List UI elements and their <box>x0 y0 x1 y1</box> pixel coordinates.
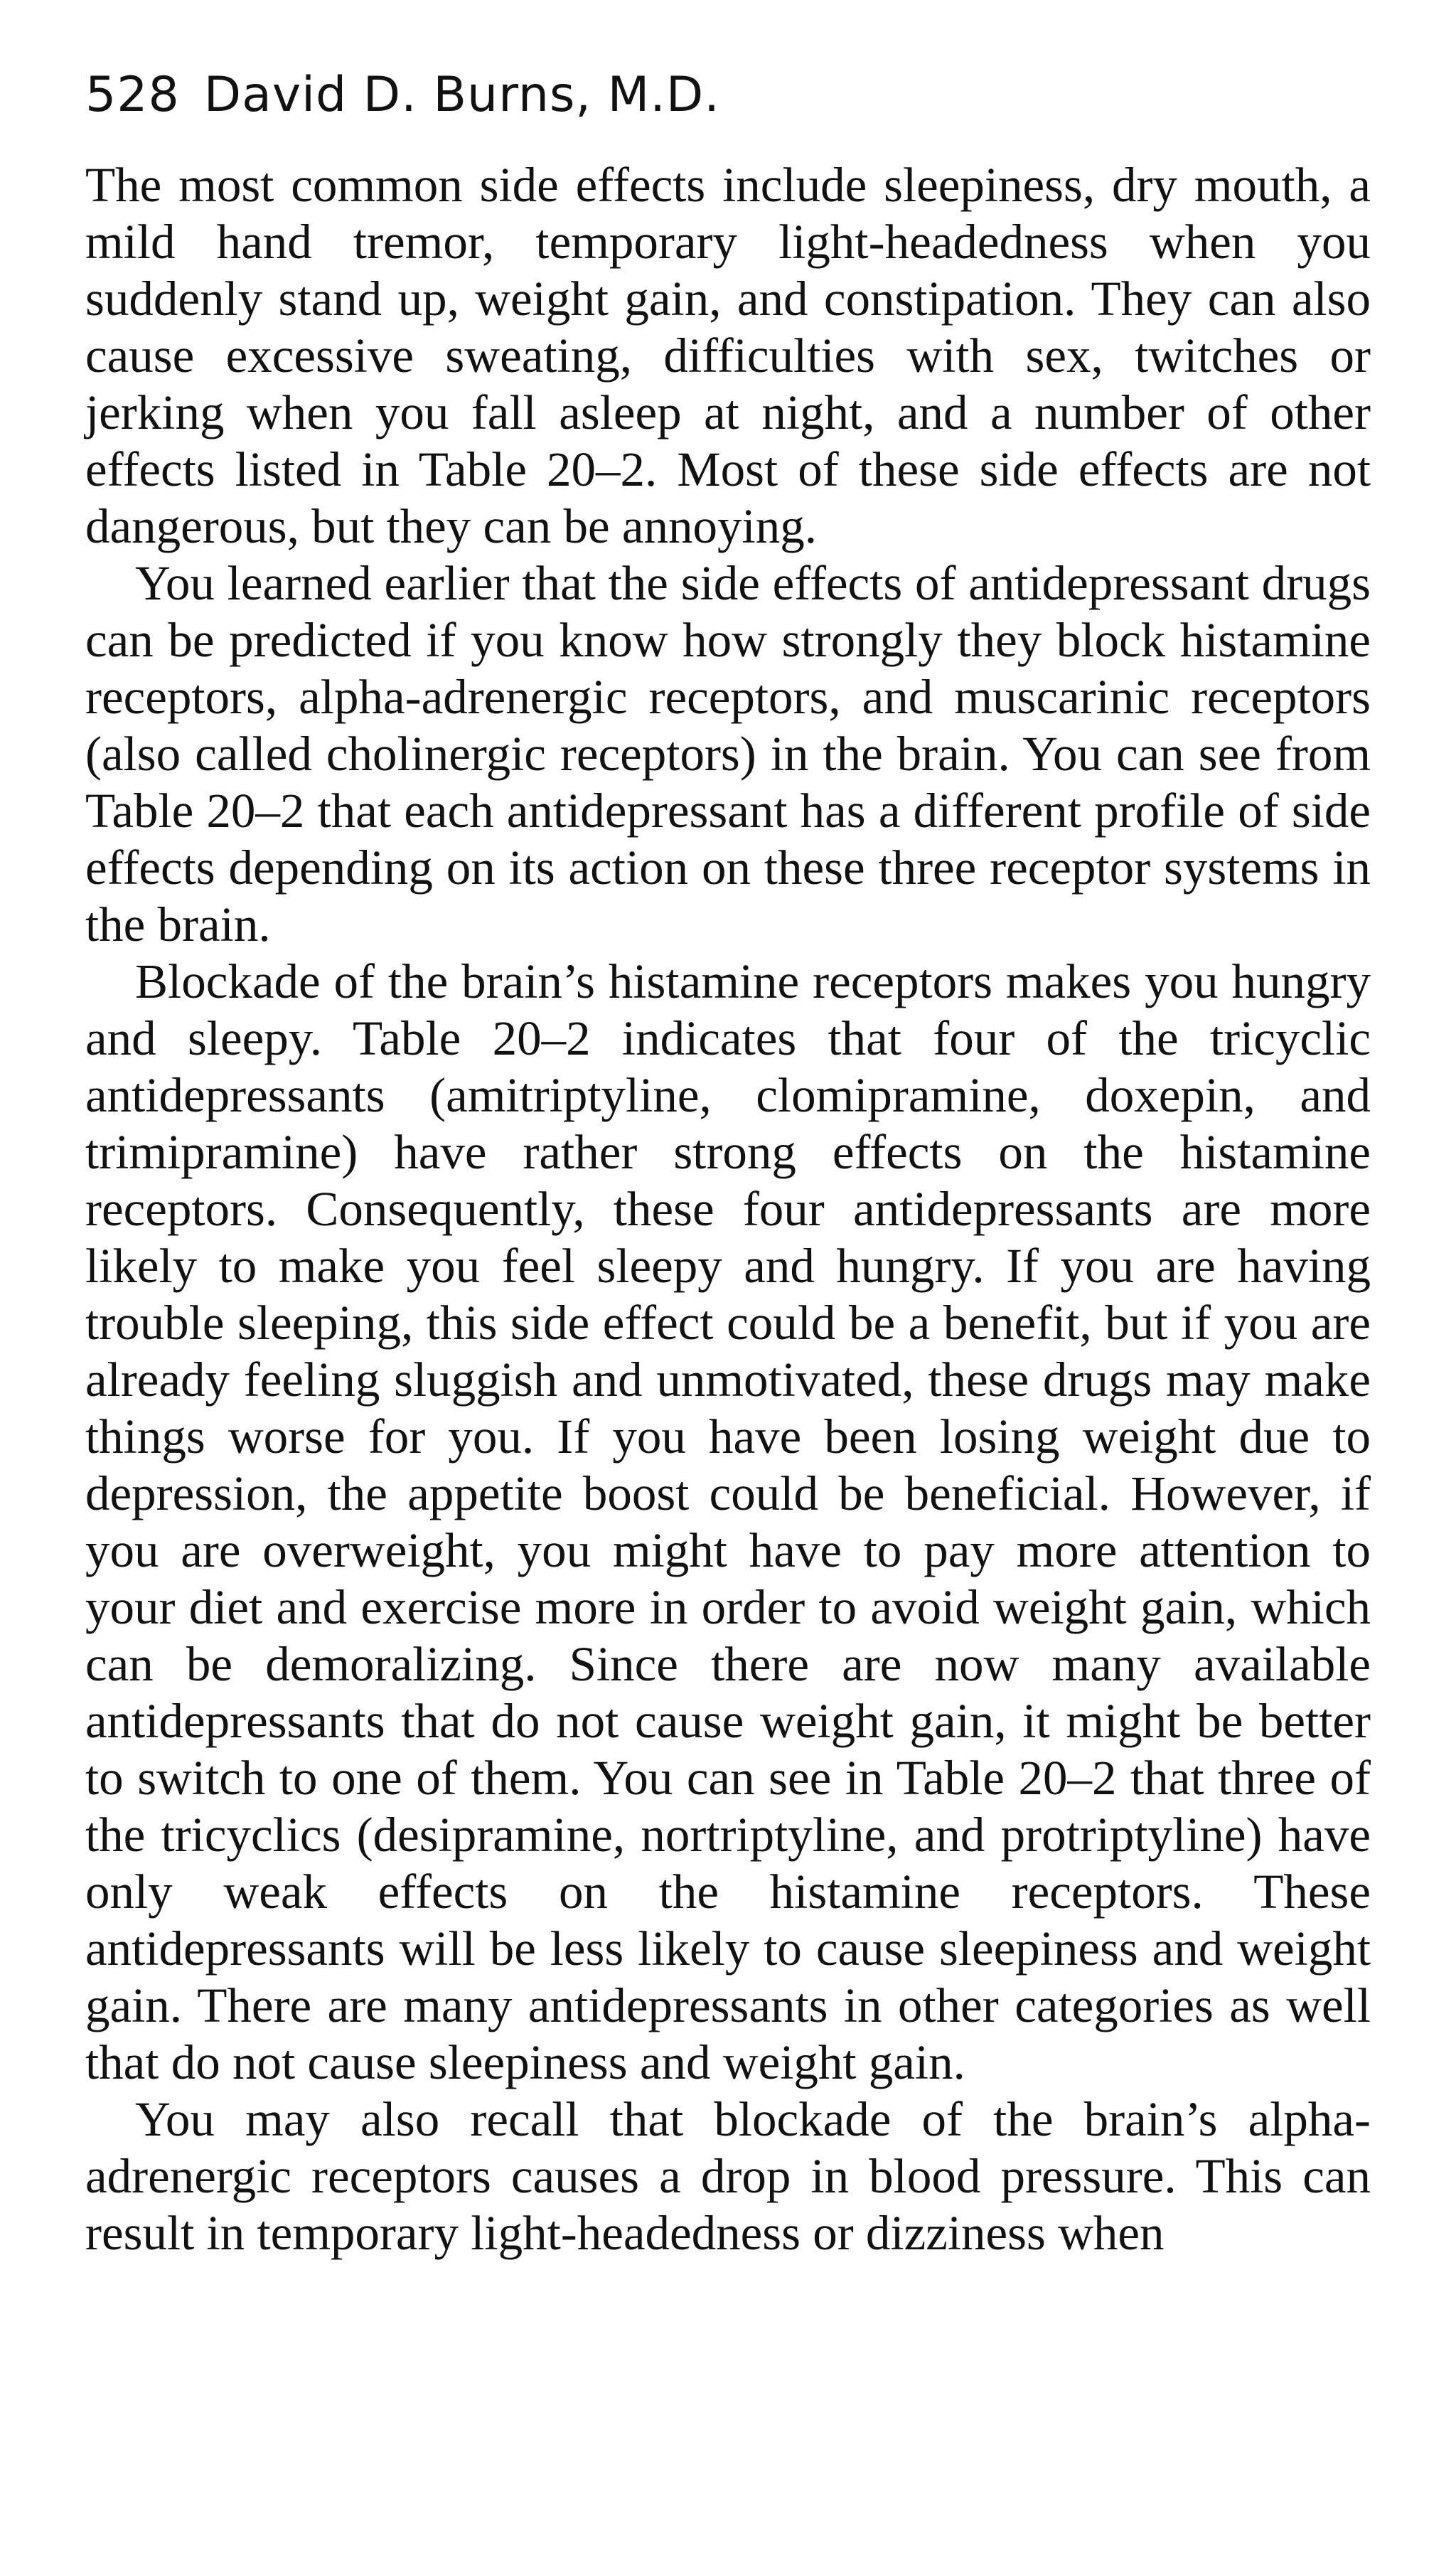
paragraph-side-effects: The most common side effects include sleepiness, dry mouth, a mild hand tremor, temporary light-headedness when you suddenly stand up, weight gain, and constipation. They can also cause excessive sweating, difficulties with sex, twitches or jerking when you fall asleep at night, and a number of other effects listed in Table 20–2. Most of these side effects are not dangerous, but they can be annoying. <box>85 158 1371 553</box>
paragraph-histamine-receptors: Blockade of the brain’s histamine receptors makes you hungry and sleepy. Table 20–2 indicates that four of the tricyclic antidepressants (amitriptyline, clomipramine, doxepin, and trimipramine) have rather strong effects on the histamine receptors. Consequently, these four antidepressants are more likely to make you feel sleepy and hungry. If you are having trouble sleeping, this side effect could be a benefit, but if you are already feeling sluggish and unmotivated, these drugs may make things worse for you. If you have been losing weight due to depression, the appetite boost could be beneficial. However, if you are overweight, you might have to pay more attention to your diet and exercise more in order to avoid weight gain, which can be demoralizing. Since there are now many available antidepressants that do not cause weight gain, it might be better to switch to one of them. You can see in Table 20–2 that three of the tricyclics (desipramine, nortriptyline, and protriptyline) have only weak effects on the histamine receptors. These antidepressants will be less likely to cause sleepiness and weight gain. There are many antidepressants in other categories as well that do not cause sleepiness and weight gain. <box>85 954 1371 2089</box>
running-header <box>85 67 1371 123</box>
paragraph-alpha-adrenergic-receptors: You may also recall that blockade of the brain’s alpha-adrenergic receptors causes a drop in blood pressure. This can result in temporary light-headedness or dizziness when <box>85 2092 1371 2260</box>
running-title: David D. Burns, M.D. <box>203 67 720 123</box>
book-page <box>85 67 1371 2261</box>
body-text <box>85 156 1371 2261</box>
paragraph-receptor-profiles: You learned earlier that the side effects of antidepressant drugs can be predicted if you know how strongly they block histamine receptors, alpha-adrenergic receptors, and muscarinic receptors (also called cholinergic receptors) in the brain. You can see from Table 20–2 that each antidepressant has a different profile of side effects depending on its action on these three receptor systems in the brain. <box>85 556 1371 952</box>
page-number: 528 <box>85 67 180 123</box>
